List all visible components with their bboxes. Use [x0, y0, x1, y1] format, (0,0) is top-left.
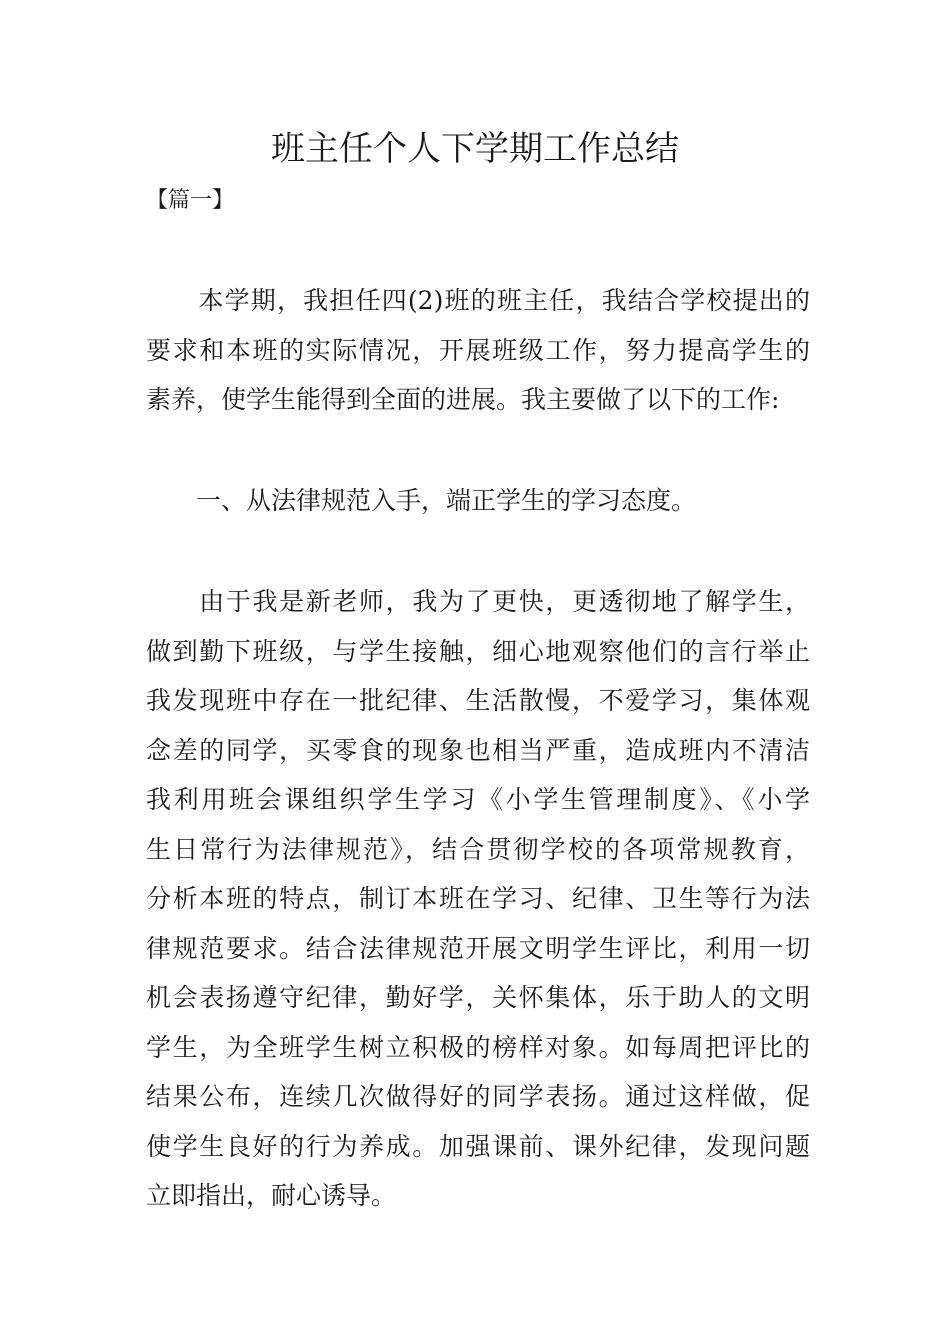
paragraph-line: 律规范要求。结合法律规范开展文明学生评比，利用一切: [146, 933, 810, 963]
section-label: 【篇一】: [146, 188, 235, 213]
paragraph-line: 要求和本班的实际情况，开展班级工作，努力提高学生的: [146, 335, 810, 365]
paragraph-line: 结果公布，连续几次做得好的同学表扬。通过这样做，促: [146, 1082, 810, 1111]
paragraph-line: 学生，为全班学生树立积极的榜样对象。如每周把评比的: [146, 1032, 810, 1062]
paragraph-line: 我发现班中存在一批纪律、生活散慢，不爱学习，集体观: [146, 686, 810, 715]
paragraph-intro: [146, 276, 810, 425]
paragraph-line: 立即指出，耐心诱导。: [146, 1181, 397, 1210]
paragraph-line: 本学期，我担任四(2)班的班主任，我结合学校提出的: [146, 286, 810, 315]
paragraph-line: 机会表扬遵守纪律，勤好学，关怀集体，乐于助人的文明: [146, 983, 810, 1012]
paragraph-line: 分析本班的特点，制订本班在学习、纪律、卫生等行为法: [146, 884, 810, 913]
paragraph-line: 念差的同学，买零食的现象也相当严重，造成班内不清洁: [146, 735, 810, 765]
paragraph-body: [146, 577, 810, 1221]
paragraph-line: 我利用班会课组织学生学习《小学生管理制度》、《小学: [146, 785, 810, 814]
paragraph-line: 生日常行为法律规范》，结合贯彻学校的各项常规教育，: [146, 834, 810, 864]
paragraph-line: 一、从法律规范入手，端正学生的学习态度。: [146, 486, 697, 515]
paragraph-line: 素养，使学生能得到全面的进展。我主要做了以下的工作:: [146, 385, 780, 414]
document-title: 班主任个人下学期工作总结: [271, 129, 679, 169]
paragraph-heading-one: [146, 476, 810, 526]
paragraph-line: 使学生良好的行为养成。加强课前、课外纪律，发现问题: [146, 1131, 810, 1161]
paragraph-line: 做到勤下班级，与学生接触，细心地观察他们的言行举止: [146, 636, 810, 666]
paragraph-line: 由于我是新老师，我为了更快，更透彻地了解学生，: [146, 587, 810, 616]
